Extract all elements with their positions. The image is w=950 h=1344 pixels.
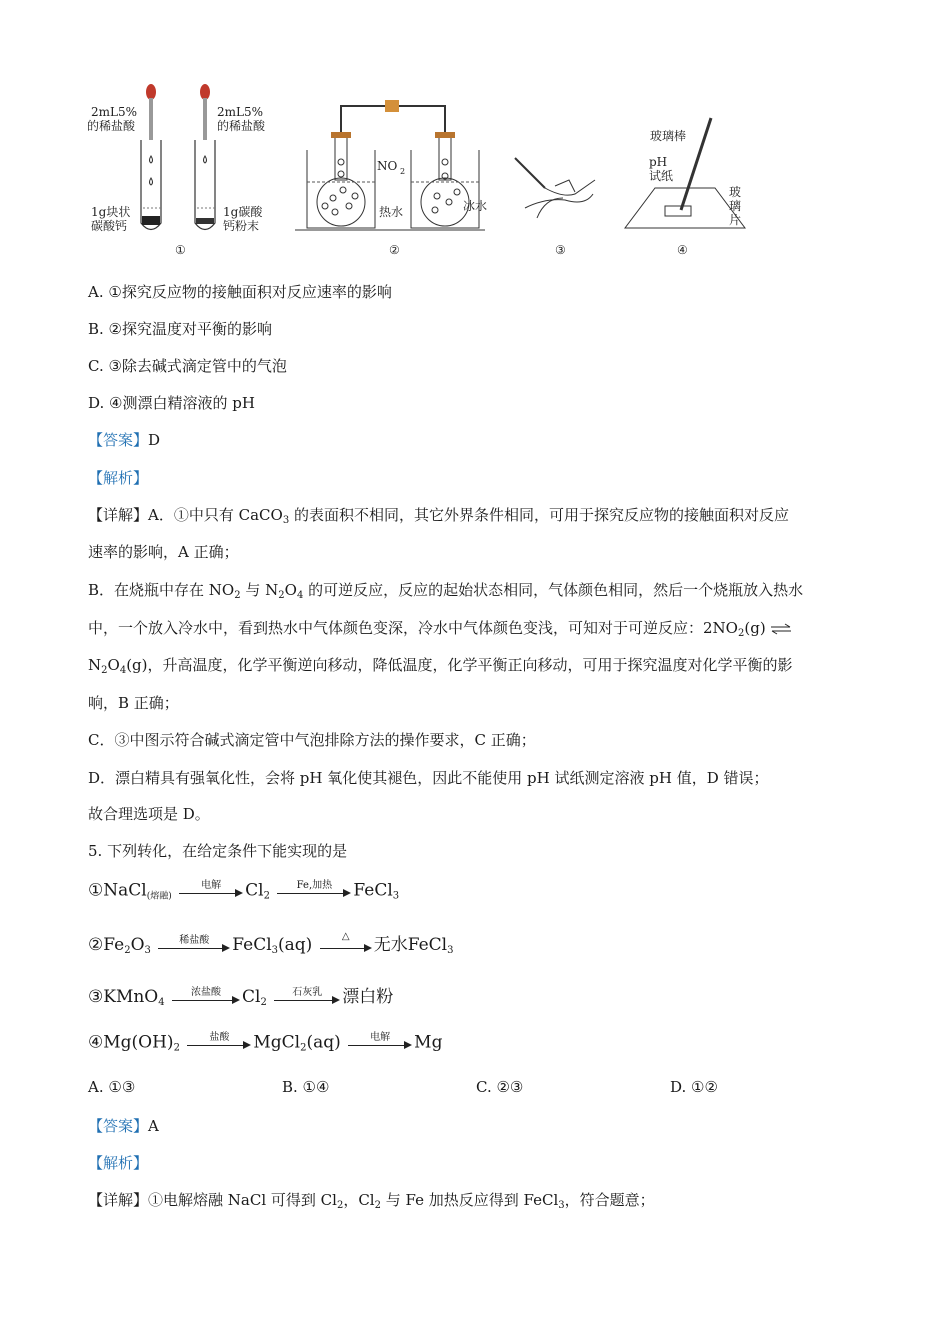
reactant: Fe bbox=[103, 935, 125, 955]
reaction-2 bbox=[88, 930, 453, 957]
text: ，Cl bbox=[343, 1191, 375, 1209]
q4-detail-b2 bbox=[88, 618, 792, 638]
answer-label: 【答案】 bbox=[88, 1117, 149, 1135]
q5-analysis-label bbox=[88, 1153, 148, 1173]
condition: 电解 bbox=[370, 1032, 391, 1043]
product: FeCl bbox=[353, 880, 393, 901]
q5-option-a: A. ①③ bbox=[88, 1078, 136, 1096]
subscript: 2 bbox=[124, 945, 131, 956]
label-2: ② bbox=[389, 243, 400, 257]
no2-sub: 2 bbox=[400, 167, 406, 176]
product: Mg bbox=[414, 1032, 443, 1053]
test-tube-1 bbox=[141, 84, 161, 230]
subscript: 2 bbox=[260, 997, 267, 1008]
reaction-number: ④ bbox=[88, 1032, 104, 1053]
subscript: 4 bbox=[158, 997, 165, 1008]
q5-answer bbox=[88, 1116, 159, 1136]
q4-option-d: D. ④测漂白精溶液的 pH bbox=[88, 394, 255, 412]
subscript: 2 bbox=[300, 1042, 307, 1054]
text: (g)，升高温度，化学平衡逆向移动，降低温度，化学平衡正向移动，可用于探究温度对化学平衡的影 bbox=[126, 656, 793, 674]
tube2-bottom-a: 1g碳酸 bbox=[223, 205, 263, 219]
tube1-bottom-a: 1g块状 bbox=[91, 205, 131, 219]
q4-option-a: A. ①探究反应物的接触面积对反应速率的影响 bbox=[88, 283, 392, 301]
text: 的可逆反应，反应的起始状态相同，气体颜色相同，然后一个烧瓶放入热水 bbox=[303, 581, 804, 599]
subscript: 4 bbox=[119, 665, 127, 676]
answer-value: D bbox=[148, 431, 161, 449]
text: 中，一个放入冷水中，看到热水中气体颜色变深，冷水中气体颜色变浅，可知对于可逆反应：2NO bbox=[88, 619, 738, 637]
q5-option-c: C. ②③ bbox=[476, 1078, 524, 1096]
tube1-label-a: 2mL5% bbox=[91, 105, 138, 119]
q4-detail-d: D．漂白精具有强氧化性，会将 pH 氧化使其褪色，因此不能使用 pH 试纸测定溶液 pH 值，D 错误； bbox=[88, 769, 769, 787]
intermediate: Cl bbox=[245, 880, 264, 901]
intermediate: Cl bbox=[242, 987, 261, 1007]
reaction-arrow bbox=[158, 935, 230, 957]
label-3: ③ bbox=[555, 243, 566, 257]
tube1-label-b: 的稀盐酸 bbox=[87, 119, 136, 133]
reaction-arrow bbox=[172, 987, 240, 1009]
q5-detail bbox=[88, 1190, 655, 1210]
q4-detail-b4: 响，B 正确； bbox=[88, 694, 179, 712]
reaction-arrow bbox=[187, 1032, 251, 1054]
reaction-arrow bbox=[320, 930, 372, 957]
apparatus-diagram bbox=[85, 78, 765, 258]
reaction-arrow bbox=[274, 987, 340, 1009]
subscript: 2 bbox=[173, 1042, 180, 1054]
condition: 石灰乳 bbox=[292, 986, 323, 998]
text: (g) bbox=[744, 619, 766, 637]
subscript: 2 bbox=[263, 890, 270, 902]
q4-option-c: C. ③除去碱式滴定管中的气泡 bbox=[88, 357, 287, 375]
condition: 稀盐酸 bbox=[179, 934, 210, 946]
condition: △ bbox=[341, 930, 350, 942]
equilibrium-arrow-icon bbox=[770, 623, 792, 635]
state: (aq) bbox=[278, 935, 313, 955]
reactant: KMnO bbox=[103, 987, 159, 1007]
subscript: 3 bbox=[271, 945, 279, 956]
reaction-number: ③ bbox=[88, 987, 104, 1007]
subscript: 3 bbox=[282, 515, 290, 526]
reaction-arrow bbox=[277, 880, 351, 902]
q4-option-b: B. ②探究温度对平衡的影响 bbox=[88, 320, 273, 338]
subscript: (熔融) bbox=[146, 891, 172, 902]
q4-detail-a1 bbox=[88, 505, 789, 525]
text: N bbox=[88, 656, 102, 674]
q4-conclusion: 故合理选项是 D。 bbox=[88, 805, 210, 823]
text: A．①中只有 CaCO bbox=[148, 506, 283, 524]
q4-detail-b1 bbox=[88, 580, 803, 600]
state: (aq) bbox=[306, 1032, 341, 1053]
reaction-number: ① bbox=[88, 880, 104, 901]
q4-detail-a2: 速率的影响，A 正确； bbox=[88, 543, 239, 561]
reaction-4 bbox=[88, 1032, 442, 1054]
reactant: NaCl bbox=[103, 880, 147, 901]
text: 与 Fe 加热反应得到 FeCl bbox=[380, 1191, 559, 1209]
detail-label: 【详解】 bbox=[88, 506, 149, 524]
hot-water-label: 热水 bbox=[379, 205, 404, 219]
text: ①电解熔融 NaCl 可得到 Cl bbox=[148, 1191, 337, 1209]
reaction-3 bbox=[88, 982, 393, 1009]
analysis-label: 【解析】 bbox=[88, 469, 149, 487]
answer-label: 【答案】 bbox=[88, 431, 149, 449]
text: O bbox=[107, 656, 120, 674]
q4-answer bbox=[88, 430, 160, 450]
experiment-figure bbox=[85, 78, 765, 258]
text: 的表面积不相同，其它外界条件相同，可用于探究反应物的接触面积对反应 bbox=[289, 506, 789, 524]
subscript: 3 bbox=[558, 1200, 565, 1211]
product: 无水FeCl bbox=[373, 935, 448, 955]
reaction-1 bbox=[88, 880, 399, 902]
tube2-label-a: 2mL5% bbox=[217, 105, 264, 119]
burette-hand bbox=[515, 158, 595, 218]
q5-option-d: D. ①② bbox=[670, 1078, 718, 1096]
q4-detail-b3 bbox=[88, 655, 793, 675]
ph-paper-label-b: 试纸 bbox=[649, 169, 674, 183]
q4-analysis-label bbox=[88, 468, 148, 488]
condition: 盐酸 bbox=[209, 1032, 230, 1043]
condition: Fe,加热 bbox=[296, 880, 333, 891]
text: O bbox=[284, 581, 297, 599]
subscript: 3 bbox=[392, 890, 400, 902]
subscript: 3 bbox=[144, 945, 151, 956]
reaction-number: ② bbox=[88, 935, 104, 955]
answer-value: A bbox=[148, 1117, 159, 1135]
q4-detail-c: C．③中图示符合碱式滴定管中气泡排除方法的操作要求，C 正确； bbox=[88, 731, 536, 749]
label-4: ④ bbox=[677, 243, 688, 257]
condition: 浓盐酸 bbox=[191, 986, 222, 998]
text: 与 N bbox=[240, 581, 279, 599]
text: ，符合题意； bbox=[564, 1191, 655, 1209]
tube2-label-b: 的稀盐酸 bbox=[217, 119, 266, 133]
label-1: ① bbox=[175, 243, 186, 257]
reaction-arrow bbox=[179, 880, 243, 902]
reactant: Mg(OH) bbox=[103, 1032, 174, 1053]
q5-stem: 5. 下列转化，在给定条件下能实现的是 bbox=[88, 842, 348, 860]
product: 漂白粉 bbox=[342, 987, 394, 1007]
q5-option-b: B. ①④ bbox=[282, 1078, 330, 1096]
subscript: 4 bbox=[296, 590, 304, 601]
subscript: 2 bbox=[737, 628, 745, 639]
analysis-label: 【解析】 bbox=[88, 1154, 149, 1172]
no2-label: NO bbox=[377, 159, 398, 173]
subscript: 2 bbox=[101, 665, 108, 676]
reaction-arrow bbox=[348, 1032, 412, 1054]
text: B．在烧瓶中存在 NO bbox=[88, 581, 235, 599]
tube1-bottom-b: 碳酸钙 bbox=[91, 219, 128, 233]
ice-water-label: 冰水 bbox=[463, 199, 488, 213]
detail-label: 【详解】 bbox=[88, 1191, 149, 1209]
subscript: 2 bbox=[336, 1200, 344, 1211]
subscript: 3 bbox=[447, 945, 454, 956]
glass-plate-label-b: 璃 bbox=[729, 199, 742, 213]
subscript: 2 bbox=[234, 590, 241, 601]
ph-paper-label-a: pH bbox=[649, 155, 668, 169]
glass-rod-label: 玻璃棒 bbox=[650, 129, 687, 143]
subscript: 2 bbox=[374, 1200, 381, 1211]
glass-plate-label-c: 片 bbox=[729, 213, 742, 227]
condition: 电解 bbox=[201, 880, 222, 891]
subscript: 2 bbox=[278, 590, 285, 601]
intermediate: FeCl bbox=[232, 935, 272, 955]
glass-plate-label-a: 玻 bbox=[729, 185, 742, 199]
tube2-bottom-b: 钙粉末 bbox=[223, 219, 260, 233]
intermediate: MgCl bbox=[253, 1032, 301, 1053]
reactant: O bbox=[130, 935, 145, 955]
test-tube-2 bbox=[195, 84, 215, 230]
